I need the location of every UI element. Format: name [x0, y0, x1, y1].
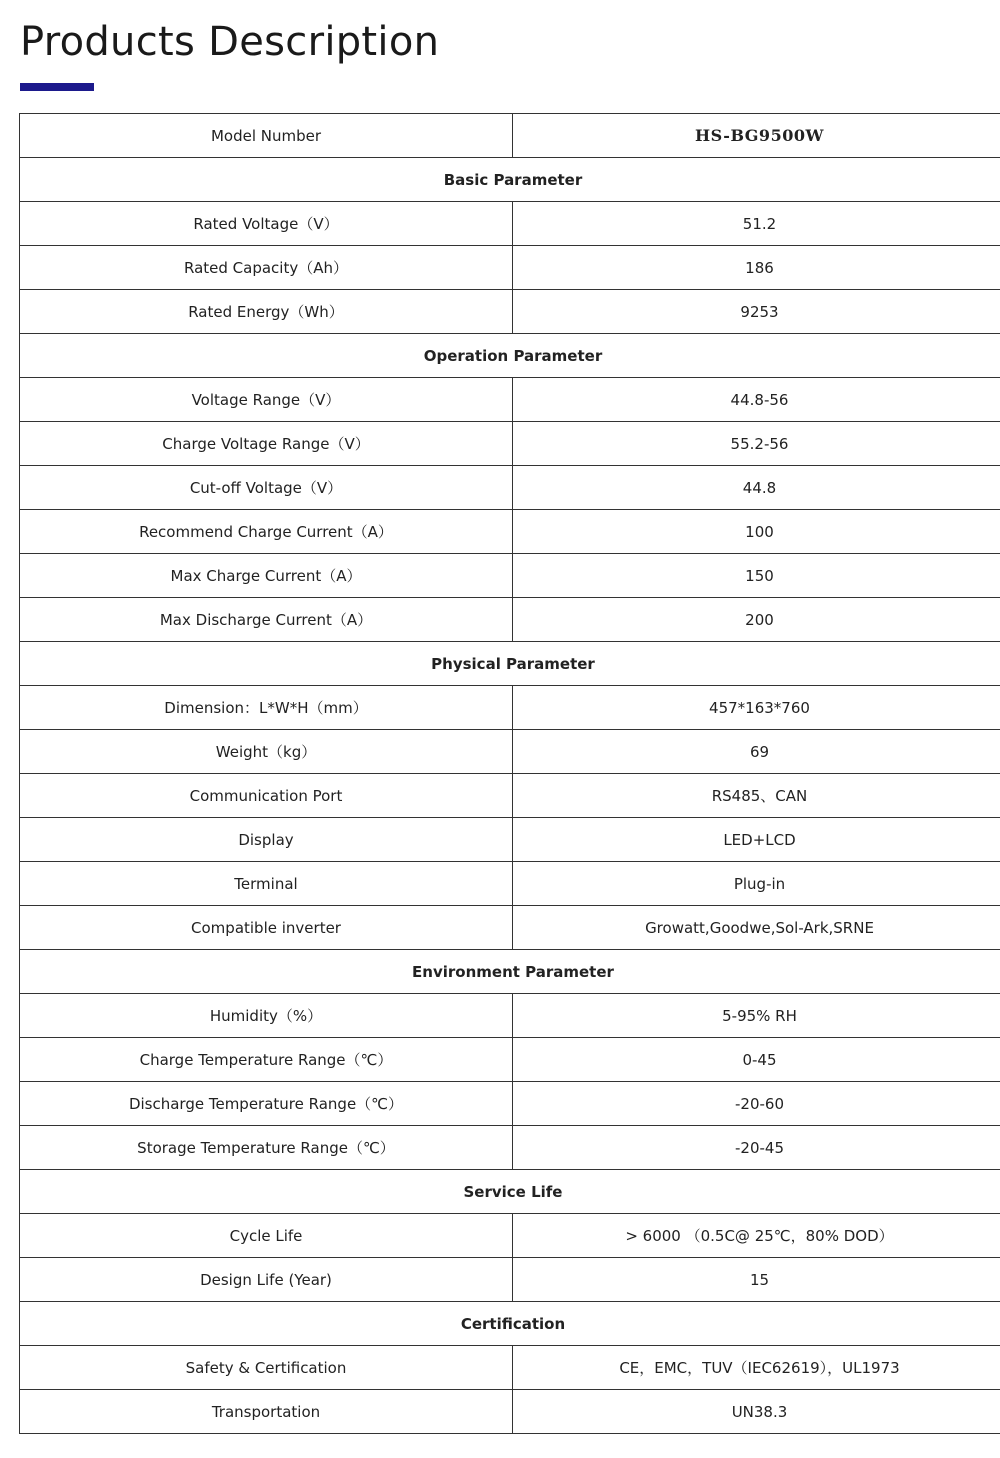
parameter-value: Plug-in	[513, 862, 1000, 906]
section-header-operation-parameter	[20, 334, 1000, 378]
parameter-value: 0-45	[513, 1038, 1000, 1082]
section-title: Physical Parameter	[20, 642, 1000, 686]
table-row	[20, 510, 1000, 554]
parameter-value: > 6000 （0.5C@ 25℃，80% DOD）	[513, 1214, 1000, 1258]
parameter-label: Dimension：L*W*H（mm）	[20, 686, 513, 730]
table-row	[20, 246, 1000, 290]
table-row	[20, 1346, 1000, 1390]
parameter-label: Weight（kg）	[20, 730, 513, 774]
parameter-label: Max Discharge Current（A）	[20, 598, 513, 642]
parameter-value: CE，EMC，TUV（IEC62619），UL1973	[513, 1346, 1000, 1390]
title-accent-bar	[20, 83, 94, 91]
parameter-label: Humidity（%）	[20, 994, 513, 1038]
parameter-label: Transportation	[20, 1390, 513, 1434]
section-title: Service Life	[20, 1170, 1000, 1214]
parameter-label: Cut-off Voltage（V）	[20, 466, 513, 510]
spec-table-body	[20, 114, 1000, 1434]
parameter-label: Max Charge Current（A）	[20, 554, 513, 598]
table-row	[20, 598, 1000, 642]
spec-table	[19, 113, 1000, 1434]
parameter-label: Voltage Range（V）	[20, 378, 513, 422]
parameter-label: Charge Voltage Range（V）	[20, 422, 513, 466]
parameter-value: 69	[513, 730, 1000, 774]
parameter-label: Cycle Life	[20, 1214, 513, 1258]
parameter-value: LED+LCD	[513, 818, 1000, 862]
parameter-label: Rated Energy（Wh）	[20, 290, 513, 334]
section-title: Basic Parameter	[20, 158, 1000, 202]
parameter-value: -20-60	[513, 1082, 1000, 1126]
parameter-value: RS485、CAN	[513, 774, 1000, 818]
parameter-value: 5-95% RH	[513, 994, 1000, 1038]
table-row	[20, 686, 1000, 730]
parameter-label: Display	[20, 818, 513, 862]
parameter-value: 9253	[513, 290, 1000, 334]
table-row	[20, 202, 1000, 246]
table-row	[20, 1214, 1000, 1258]
table-row	[20, 906, 1000, 950]
page-title: Products Description	[20, 19, 440, 65]
parameter-value: 44.8	[513, 466, 1000, 510]
parameter-value: 100	[513, 510, 1000, 554]
model-number-value: HS-BG9500W	[513, 114, 1000, 158]
parameter-label: Discharge Temperature Range（℃）	[20, 1082, 513, 1126]
section-header-physical-parameter	[20, 642, 1000, 686]
parameter-value: Growatt,Goodwe,Sol-Ark,SRNE	[513, 906, 1000, 950]
parameter-value: 55.2-56	[513, 422, 1000, 466]
table-row	[20, 290, 1000, 334]
table-row	[20, 378, 1000, 422]
table-row	[20, 730, 1000, 774]
section-header-basic-parameter	[20, 158, 1000, 202]
parameter-value: 150	[513, 554, 1000, 598]
parameter-value: 51.2	[513, 202, 1000, 246]
parameter-value: 200	[513, 598, 1000, 642]
parameter-value: 15	[513, 1258, 1000, 1302]
section-title: Environment Parameter	[20, 950, 1000, 994]
table-row	[20, 862, 1000, 906]
parameter-value: 457*163*760	[513, 686, 1000, 730]
table-row	[20, 1390, 1000, 1434]
parameter-label: Rated Capacity（Ah）	[20, 246, 513, 290]
parameter-label: Rated Voltage（V）	[20, 202, 513, 246]
table-row	[20, 554, 1000, 598]
table-row	[20, 1038, 1000, 1082]
table-row	[20, 1082, 1000, 1126]
parameter-label: Compatible inverter	[20, 906, 513, 950]
table-row	[20, 466, 1000, 510]
parameter-value: -20-45	[513, 1126, 1000, 1170]
table-row	[20, 994, 1000, 1038]
parameter-label: Safety & Certification	[20, 1346, 513, 1390]
model-number-row	[20, 114, 1000, 158]
parameter-label: Storage Temperature Range（℃）	[20, 1126, 513, 1170]
table-row	[20, 818, 1000, 862]
section-header-certification	[20, 1302, 1000, 1346]
table-row	[20, 422, 1000, 466]
parameter-label: Communication Port	[20, 774, 513, 818]
section-title: Certification	[20, 1302, 1000, 1346]
table-row	[20, 774, 1000, 818]
section-header-environment-parameter	[20, 950, 1000, 994]
parameter-value: UN38.3	[513, 1390, 1000, 1434]
model-number-label: Model Number	[20, 114, 513, 158]
parameter-label: Design Life (Year)	[20, 1258, 513, 1302]
section-title: Operation Parameter	[20, 334, 1000, 378]
parameter-label: Terminal	[20, 862, 513, 906]
parameter-value: 44.8-56	[513, 378, 1000, 422]
parameter-label: Recommend Charge Current（A）	[20, 510, 513, 554]
table-row	[20, 1258, 1000, 1302]
parameter-value: 186	[513, 246, 1000, 290]
table-row	[20, 1126, 1000, 1170]
parameter-label: Charge Temperature Range（℃）	[20, 1038, 513, 1082]
section-header-service-life	[20, 1170, 1000, 1214]
